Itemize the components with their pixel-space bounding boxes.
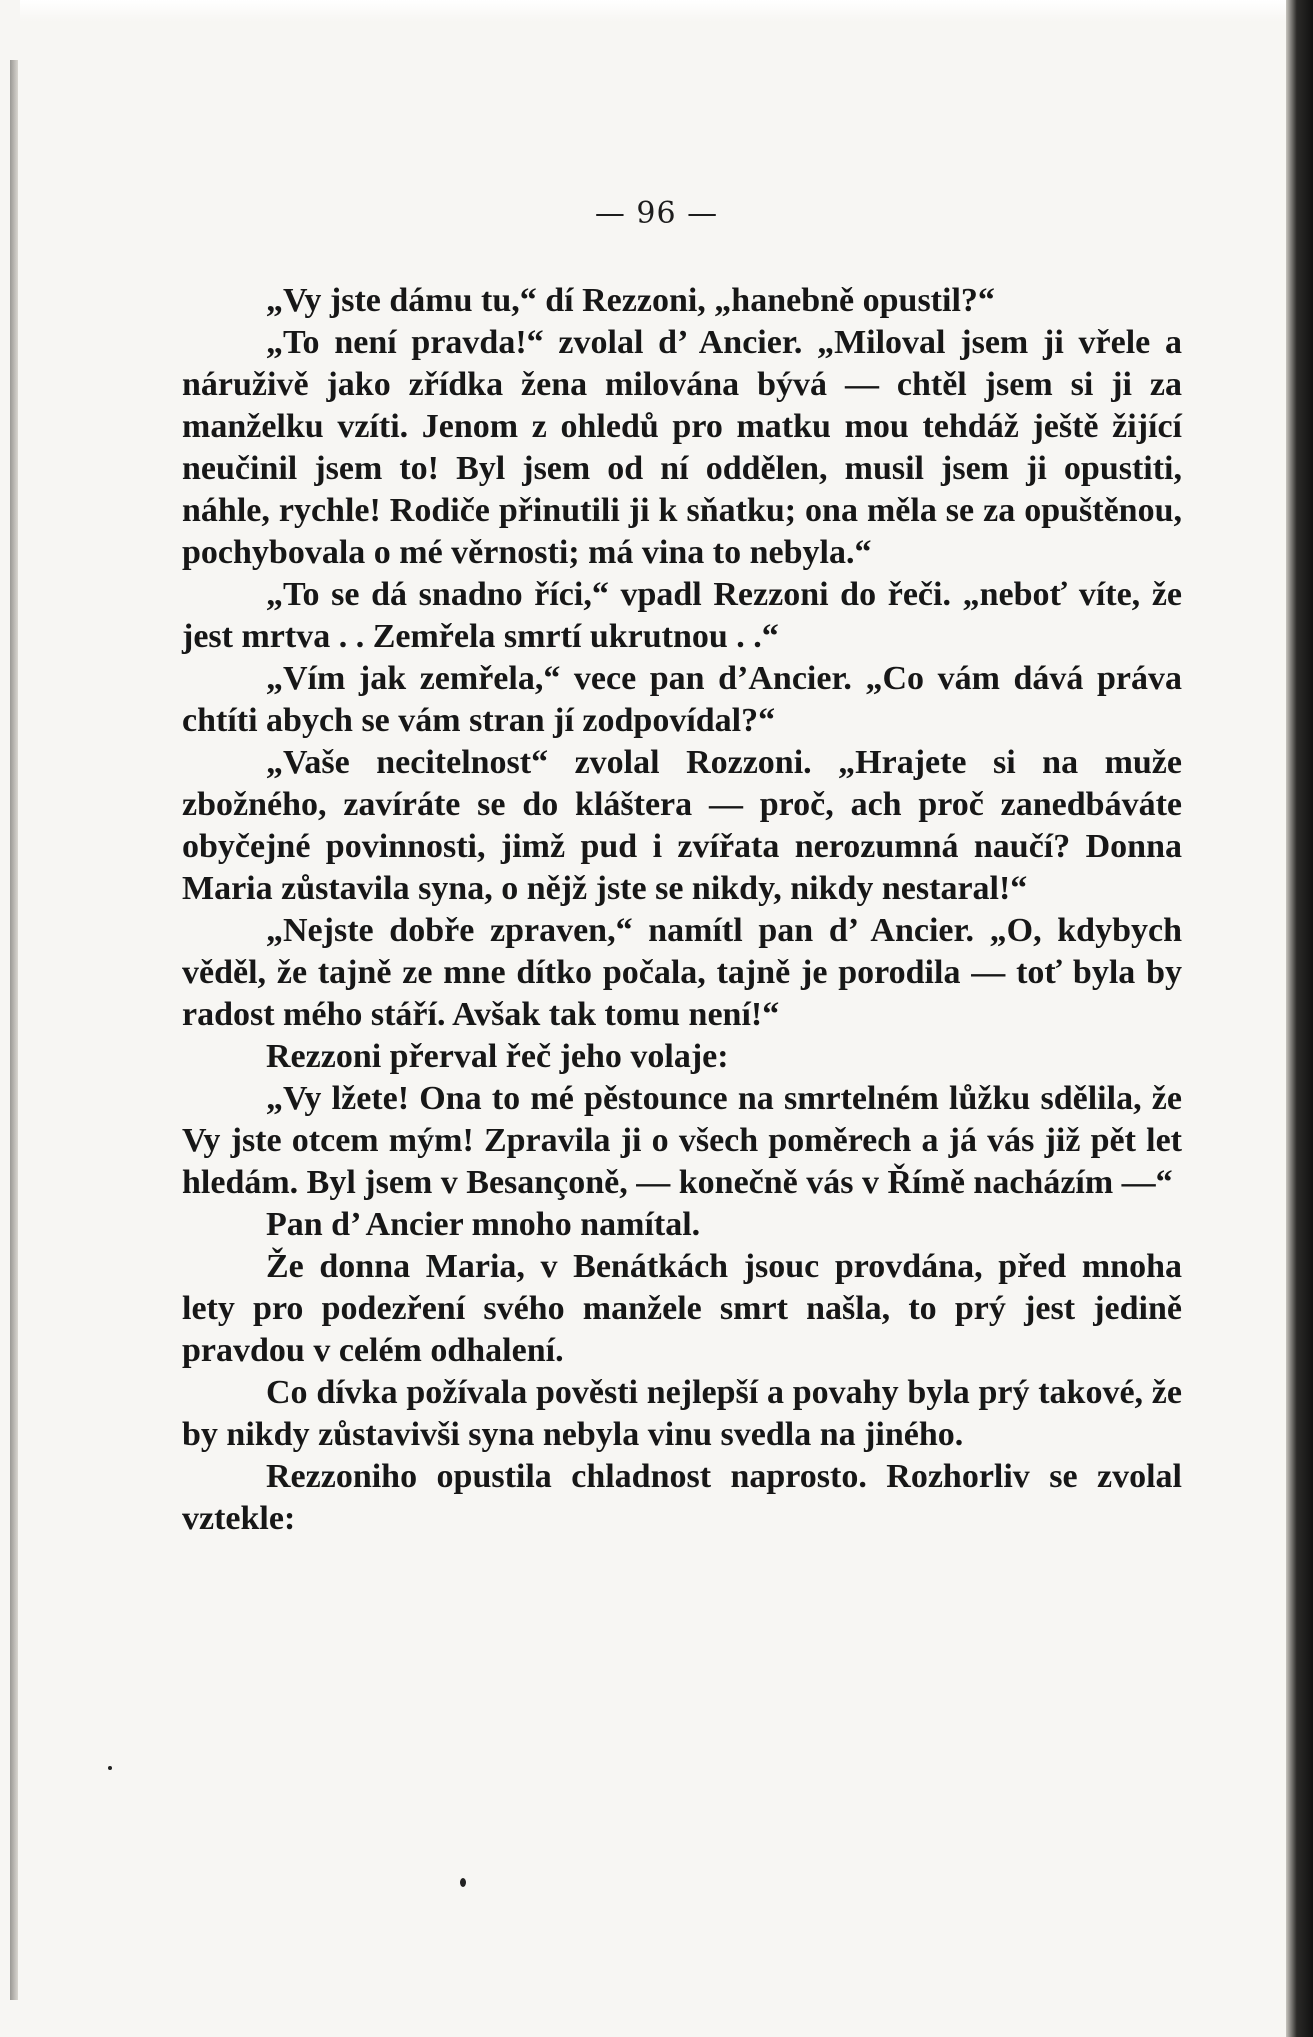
paragraph: Rezzoni přerval řeč jeho volaje:: [266, 1038, 729, 1075]
paragraph: „Vy jste dámu tu,“ dí Rezzoni, „hanebně opustil?“: [266, 282, 995, 319]
paragraph: „Nejste dobře zpraven,“ namítl pan d’ Ancier. „O, kdybych věděl, že tajně ze mne dítko počala, tajně je porodila — toť byla by radost mého stáří. Avšak tak tomu není!“: [182, 912, 1182, 1033]
paragraph: Rezzoniho opustila chladnost naprosto. Rozhorliv se zvolal vztekle:: [182, 1458, 1182, 1537]
page-left-edge: [10, 60, 18, 2000]
paragraph: Že donna Maria, v Benátkách jsouc provdána, před mnoha lety pro podezření svého manžele smrt našla, to prý jest jedině pravdou v celém odhalení.: [182, 1248, 1182, 1369]
paragraph: Co dívka požívala pověsti nejlepší a povahy byla prý takové, že by nikdy zůstavivši syna nebyla vinu svedla na jiného.: [182, 1374, 1182, 1453]
ink-speck: [460, 1878, 466, 1887]
paragraph: „To není pravda!“ zvolal d’ Ancier. „Miloval jsem ji vřele a náruživě jako zřídka žena milována bývá — chtěl jsem si ji za manželku vzíti. Jenom z ohledů pro matku mou tehdáž ještě žijící neučinil jsem to! Byl jsem od ní oddělen, musil jsem ji opustiti, náhle, rychle! Rodiče přinutili ji k sňatku; ona měla se za opuštěnou, pochybovala o mé věrnosti; má vina to nebyla.“: [182, 324, 1182, 571]
page-number: — 96 —: [594, 196, 719, 231]
body-text: [182, 280, 1182, 1540]
page-right-edge: [1286, 0, 1313, 2037]
paragraph: „To se dá snadno říci,“ vpadl Rezzoni do řeči. „neboť víte, že jest mrtva . . Zemřela smrtí ukrutnou . .“: [182, 576, 1182, 655]
paragraph: „Vaše necitelnost“ zvolal Rozzoni. „Hrajete si na muže zbožného, zavíráte se do kláštera — proč, ach proč zanedbáváte obyčejné povinnosti, jimž pud i zvířata nerozumná naučí? Donna Maria zůstavila syna, o nějž jste se nikdy, nikdy nestaral!“: [182, 744, 1182, 907]
page-top-edge: [20, 0, 1286, 22]
paragraph: Pan d’ Ancier mnoho namítal.: [266, 1206, 701, 1243]
paragraph: „Vím jak zemřela,“ vece pan d’Ancier. „Co vám dává práva chtíti abych se vám stran jí zodpovídal?“: [182, 660, 1182, 739]
paragraph: „Vy lžete! Ona to mé pěstounce na smrtelném lůžku sdělila, že Vy jste otcem mým! Zpravila ji o všech poměrech a já vás již pět let hledám. Byl jsem v Besançoně, — konečně vás v Římě nacházím —“: [182, 1080, 1182, 1201]
ink-speck: [108, 1766, 112, 1770]
